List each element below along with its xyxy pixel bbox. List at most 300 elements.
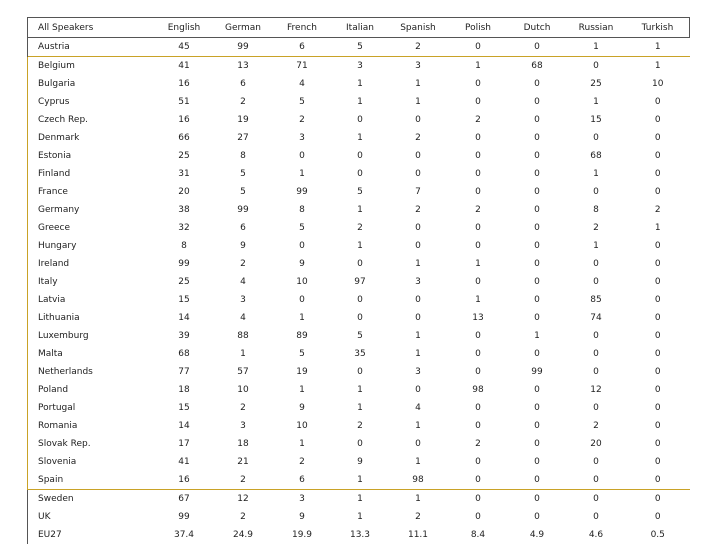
table-cell: 3 bbox=[272, 129, 332, 147]
table-cell: 77 bbox=[154, 363, 214, 381]
table-cell: 68 bbox=[154, 345, 214, 363]
table-cell: 98 bbox=[448, 381, 508, 399]
table-cell: 85 bbox=[566, 291, 626, 309]
row-label: Malta bbox=[28, 345, 155, 363]
language-speakers-table bbox=[27, 17, 690, 544]
table-row bbox=[28, 237, 690, 255]
table-row bbox=[28, 129, 690, 147]
table-cell: 3 bbox=[214, 291, 272, 309]
table-cell: 1 bbox=[448, 57, 508, 76]
table-cell: 0 bbox=[448, 183, 508, 201]
table-cell: 15 bbox=[566, 111, 626, 129]
table-cell: 41 bbox=[154, 453, 214, 471]
row-label: Finland bbox=[28, 165, 155, 183]
table-cell: 24.9 bbox=[214, 526, 272, 544]
table-cell: 0 bbox=[626, 183, 690, 201]
table-cell: 0 bbox=[332, 147, 388, 165]
table-cell: 67 bbox=[154, 490, 214, 509]
table-cell: 5 bbox=[272, 93, 332, 111]
table-cell: 0 bbox=[566, 183, 626, 201]
table-cell: 16 bbox=[154, 75, 214, 93]
table-cell: 10 bbox=[214, 381, 272, 399]
table-cell: 31 bbox=[154, 165, 214, 183]
language-table-container bbox=[27, 17, 678, 544]
table-cell: 1 bbox=[388, 453, 448, 471]
table-cell: 8 bbox=[214, 147, 272, 165]
row-label: Ireland bbox=[28, 255, 155, 273]
table-cell: 1 bbox=[388, 417, 448, 435]
row-label: Portugal bbox=[28, 399, 155, 417]
row-label: UK bbox=[28, 508, 155, 526]
table-cell: 99 bbox=[214, 38, 272, 57]
table-cell: 1 bbox=[332, 75, 388, 93]
table-cell: 2 bbox=[332, 219, 388, 237]
row-label: Romania bbox=[28, 417, 155, 435]
table-cell: 1 bbox=[272, 381, 332, 399]
table-cell: 0 bbox=[566, 57, 626, 76]
table-cell: 1 bbox=[388, 255, 448, 273]
table-cell: 1 bbox=[626, 57, 690, 76]
table-cell: 2 bbox=[388, 129, 448, 147]
table-cell: 0 bbox=[626, 363, 690, 381]
table-row bbox=[28, 471, 690, 490]
table-cell: 0 bbox=[508, 38, 566, 57]
row-label: Latvia bbox=[28, 291, 155, 309]
row-label: Italy bbox=[28, 273, 155, 291]
table-cell: 0 bbox=[626, 345, 690, 363]
table-cell: 2 bbox=[566, 417, 626, 435]
table-cell: 1 bbox=[388, 75, 448, 93]
table-cell: 17 bbox=[154, 435, 214, 453]
row-label: EU27 bbox=[28, 526, 155, 544]
table-cell: 4 bbox=[272, 75, 332, 93]
table-cell: 9 bbox=[272, 255, 332, 273]
table-cell: 1 bbox=[272, 309, 332, 327]
header-italian: Italian bbox=[332, 18, 388, 38]
table-cell: 2 bbox=[388, 508, 448, 526]
table-row bbox=[28, 327, 690, 345]
table-cell: 19.9 bbox=[272, 526, 332, 544]
table-cell: 0 bbox=[448, 273, 508, 291]
table-cell: 0 bbox=[508, 291, 566, 309]
table-row bbox=[28, 219, 690, 237]
table-cell: 2 bbox=[388, 201, 448, 219]
table-cell: 45 bbox=[154, 38, 214, 57]
table-cell: 19 bbox=[272, 363, 332, 381]
table-cell: 1 bbox=[332, 508, 388, 526]
table-cell: 0 bbox=[508, 345, 566, 363]
table-cell: 0 bbox=[508, 490, 566, 509]
table-cell: 51 bbox=[154, 93, 214, 111]
header-russian: Russian bbox=[566, 18, 626, 38]
table-cell: 32 bbox=[154, 219, 214, 237]
table-cell: 88 bbox=[214, 327, 272, 345]
table-cell: 0 bbox=[626, 273, 690, 291]
row-label: Greece bbox=[28, 219, 155, 237]
table-cell: 6 bbox=[214, 219, 272, 237]
table-cell: 0 bbox=[448, 471, 508, 490]
table-cell: 0 bbox=[388, 381, 448, 399]
table-cell: 0 bbox=[448, 453, 508, 471]
table-cell: 0 bbox=[508, 237, 566, 255]
table-cell: 5 bbox=[332, 327, 388, 345]
table-cell: 74 bbox=[566, 309, 626, 327]
table-row bbox=[28, 93, 690, 111]
table-cell: 4 bbox=[388, 399, 448, 417]
table-cell: 2 bbox=[214, 471, 272, 490]
table-cell: 99 bbox=[154, 255, 214, 273]
table-cell: 15 bbox=[154, 291, 214, 309]
table-cell: 27 bbox=[214, 129, 272, 147]
table-cell: 0 bbox=[626, 453, 690, 471]
table-cell: 0 bbox=[448, 93, 508, 111]
table-cell: 89 bbox=[272, 327, 332, 345]
table-cell: 0.5 bbox=[626, 526, 690, 544]
table-row bbox=[28, 490, 690, 509]
table-cell: 0 bbox=[508, 111, 566, 129]
table-cell: 14 bbox=[154, 417, 214, 435]
table-cell: 0 bbox=[448, 508, 508, 526]
table-cell: 0 bbox=[626, 147, 690, 165]
table-cell: 0 bbox=[388, 237, 448, 255]
table-cell: 0 bbox=[448, 417, 508, 435]
table-cell: 99 bbox=[272, 183, 332, 201]
table-cell: 0 bbox=[626, 381, 690, 399]
table-cell: 9 bbox=[214, 237, 272, 255]
table-cell: 1 bbox=[566, 93, 626, 111]
table-cell: 13 bbox=[448, 309, 508, 327]
table-cell: 1 bbox=[566, 165, 626, 183]
table-cell: 0 bbox=[448, 345, 508, 363]
table-cell: 0 bbox=[508, 399, 566, 417]
row-label: Hungary bbox=[28, 237, 155, 255]
table-cell: 0 bbox=[626, 490, 690, 509]
table-cell: 0 bbox=[332, 435, 388, 453]
table-row bbox=[28, 435, 690, 453]
table-row bbox=[28, 38, 690, 57]
row-label: Czech Rep. bbox=[28, 111, 155, 129]
table-cell: 0 bbox=[626, 255, 690, 273]
table-cell: 0 bbox=[566, 327, 626, 345]
table-row bbox=[28, 255, 690, 273]
table-row bbox=[28, 147, 690, 165]
table-cell: 0 bbox=[448, 219, 508, 237]
table-cell: 1 bbox=[332, 237, 388, 255]
table-cell: 0 bbox=[508, 93, 566, 111]
table-cell: 1 bbox=[626, 38, 690, 57]
table-cell: 2 bbox=[214, 508, 272, 526]
table-cell: 20 bbox=[154, 183, 214, 201]
table-cell: 68 bbox=[508, 57, 566, 76]
header-polish: Polish bbox=[448, 18, 508, 38]
table-cell: 2 bbox=[272, 453, 332, 471]
table-cell: 0 bbox=[566, 508, 626, 526]
table-cell: 18 bbox=[214, 435, 272, 453]
header-spanish: Spanish bbox=[388, 18, 448, 38]
table-row bbox=[28, 363, 690, 381]
table-body bbox=[28, 38, 690, 544]
table-cell: 0 bbox=[508, 453, 566, 471]
table-cell: 15 bbox=[154, 399, 214, 417]
table-cell: 0 bbox=[508, 183, 566, 201]
table-cell: 10 bbox=[272, 273, 332, 291]
table-cell: 38 bbox=[154, 201, 214, 219]
table-cell: 1 bbox=[272, 435, 332, 453]
table-cell: 0 bbox=[566, 453, 626, 471]
table-row bbox=[28, 345, 690, 363]
table-cell: 0 bbox=[508, 273, 566, 291]
table-row bbox=[28, 381, 690, 399]
table-cell: 57 bbox=[214, 363, 272, 381]
table-cell: 3 bbox=[388, 57, 448, 76]
table-cell: 0 bbox=[508, 435, 566, 453]
table-row bbox=[28, 201, 690, 219]
table-cell: 0 bbox=[332, 291, 388, 309]
table-row bbox=[28, 183, 690, 201]
table-cell: 0 bbox=[332, 363, 388, 381]
table-row bbox=[28, 508, 690, 526]
table-cell: 8 bbox=[566, 201, 626, 219]
table-cell: 68 bbox=[566, 147, 626, 165]
table-cell: 1 bbox=[388, 345, 448, 363]
table-cell: 97 bbox=[332, 273, 388, 291]
table-cell: 0 bbox=[626, 417, 690, 435]
table-cell: 3 bbox=[388, 273, 448, 291]
row-label: Lithuania bbox=[28, 309, 155, 327]
table-cell: 0 bbox=[626, 435, 690, 453]
table-cell: 0 bbox=[566, 399, 626, 417]
table-cell: 0 bbox=[388, 147, 448, 165]
table-row bbox=[28, 75, 690, 93]
table-cell: 0 bbox=[566, 345, 626, 363]
table-cell: 2 bbox=[214, 399, 272, 417]
row-label: Bulgaria bbox=[28, 75, 155, 93]
table-cell: 0 bbox=[508, 381, 566, 399]
table-row bbox=[28, 57, 690, 76]
row-label: Austria bbox=[28, 38, 155, 57]
table-cell: 1 bbox=[332, 381, 388, 399]
table-cell: 0 bbox=[626, 508, 690, 526]
table-cell: 0 bbox=[508, 147, 566, 165]
table-cell: 0 bbox=[566, 129, 626, 147]
table-cell: 1 bbox=[272, 165, 332, 183]
table-cell: 3 bbox=[332, 57, 388, 76]
table-cell: 2 bbox=[448, 111, 508, 129]
table-cell: 1 bbox=[448, 255, 508, 273]
table-cell: 37.4 bbox=[154, 526, 214, 544]
table-cell: 0 bbox=[626, 111, 690, 129]
table-cell: 4.6 bbox=[566, 526, 626, 544]
table-cell: 0 bbox=[448, 129, 508, 147]
table-cell: 0 bbox=[566, 255, 626, 273]
row-label: Sweden bbox=[28, 490, 155, 509]
table-cell: 1 bbox=[448, 291, 508, 309]
table-cell: 0 bbox=[332, 309, 388, 327]
header-row bbox=[28, 18, 690, 38]
table-cell: 0 bbox=[626, 471, 690, 490]
table-cell: 0 bbox=[448, 490, 508, 509]
table-cell: 4 bbox=[214, 309, 272, 327]
table-cell: 1 bbox=[332, 490, 388, 509]
table-cell: 10 bbox=[272, 417, 332, 435]
table-cell: 5 bbox=[214, 183, 272, 201]
table-cell: 0 bbox=[626, 93, 690, 111]
table-cell: 0 bbox=[626, 399, 690, 417]
row-label: Belgium bbox=[28, 57, 155, 76]
table-cell: 2 bbox=[566, 219, 626, 237]
table-cell: 0 bbox=[508, 471, 566, 490]
table-cell: 18 bbox=[154, 381, 214, 399]
table-cell: 0 bbox=[448, 75, 508, 93]
table-cell: 0 bbox=[448, 363, 508, 381]
table-cell: 3 bbox=[388, 363, 448, 381]
table-cell: 0 bbox=[388, 309, 448, 327]
header-german: German bbox=[214, 18, 272, 38]
table-cell: 25 bbox=[154, 147, 214, 165]
table-cell: 0 bbox=[508, 219, 566, 237]
table-cell: 4.9 bbox=[508, 526, 566, 544]
table-cell: 5 bbox=[332, 183, 388, 201]
table-cell: 0 bbox=[626, 291, 690, 309]
table-cell: 0 bbox=[566, 363, 626, 381]
table-cell: 39 bbox=[154, 327, 214, 345]
table-row bbox=[28, 417, 690, 435]
table-cell: 3 bbox=[214, 417, 272, 435]
table-cell: 0 bbox=[626, 237, 690, 255]
table-cell: 0 bbox=[448, 327, 508, 345]
table-row bbox=[28, 165, 690, 183]
table-cell: 2 bbox=[332, 417, 388, 435]
table-cell: 5 bbox=[332, 38, 388, 57]
row-label: Luxemburg bbox=[28, 327, 155, 345]
table-cell: 0 bbox=[508, 255, 566, 273]
table-row bbox=[28, 526, 690, 544]
table-cell: 1 bbox=[332, 399, 388, 417]
table-cell: 2 bbox=[626, 201, 690, 219]
table-cell: 1 bbox=[388, 93, 448, 111]
table-cell: 0 bbox=[508, 201, 566, 219]
table-cell: 8 bbox=[154, 237, 214, 255]
table-cell: 1 bbox=[332, 201, 388, 219]
table-cell: 3 bbox=[272, 490, 332, 509]
table-cell: 12 bbox=[214, 490, 272, 509]
table-cell: 0 bbox=[448, 399, 508, 417]
table-cell: 98 bbox=[388, 471, 448, 490]
table-cell: 9 bbox=[272, 399, 332, 417]
table-cell: 66 bbox=[154, 129, 214, 147]
row-label: Cyprus bbox=[28, 93, 155, 111]
row-label: Poland bbox=[28, 381, 155, 399]
table-cell: 0 bbox=[388, 111, 448, 129]
table-cell: 1 bbox=[332, 93, 388, 111]
table-cell: 6 bbox=[214, 75, 272, 93]
table-cell: 9 bbox=[272, 508, 332, 526]
table-cell: 99 bbox=[508, 363, 566, 381]
table-cell: 1 bbox=[388, 327, 448, 345]
table-cell: 0 bbox=[566, 490, 626, 509]
table-cell: 12 bbox=[566, 381, 626, 399]
table-cell: 0 bbox=[272, 291, 332, 309]
table-cell: 0 bbox=[332, 255, 388, 273]
table-cell: 1 bbox=[332, 129, 388, 147]
table-row bbox=[28, 453, 690, 471]
table-cell: 0 bbox=[388, 165, 448, 183]
header-turkish: Turkish bbox=[626, 18, 690, 38]
table-row bbox=[28, 399, 690, 417]
table-cell: 1 bbox=[214, 345, 272, 363]
table-cell: 2 bbox=[448, 435, 508, 453]
table-cell: 21 bbox=[214, 453, 272, 471]
table-cell: 7 bbox=[388, 183, 448, 201]
row-label: Slovak Rep. bbox=[28, 435, 155, 453]
table-cell: 0 bbox=[448, 38, 508, 57]
table-cell: 0 bbox=[626, 129, 690, 147]
row-label: Slovenia bbox=[28, 453, 155, 471]
table-cell: 0 bbox=[626, 165, 690, 183]
table-cell: 0 bbox=[272, 147, 332, 165]
table-cell: 16 bbox=[154, 471, 214, 490]
table-cell: 1 bbox=[626, 219, 690, 237]
table-cell: 25 bbox=[154, 273, 214, 291]
table-cell: 99 bbox=[154, 508, 214, 526]
table-cell: 99 bbox=[214, 201, 272, 219]
table-cell: 10 bbox=[626, 75, 690, 93]
table-row bbox=[28, 111, 690, 129]
table-cell: 0 bbox=[332, 111, 388, 129]
table-cell: 0 bbox=[508, 75, 566, 93]
table-row bbox=[28, 273, 690, 291]
table-cell: 8 bbox=[272, 201, 332, 219]
table-cell: 35 bbox=[332, 345, 388, 363]
table-cell: 2 bbox=[214, 255, 272, 273]
table-cell: 5 bbox=[272, 219, 332, 237]
table-cell: 0 bbox=[388, 219, 448, 237]
table-cell: 2 bbox=[214, 93, 272, 111]
table-cell: 6 bbox=[272, 471, 332, 490]
table-cell: 19 bbox=[214, 111, 272, 129]
table-cell: 2 bbox=[448, 201, 508, 219]
header-english: English bbox=[154, 18, 214, 38]
table-cell: 20 bbox=[566, 435, 626, 453]
table-cell: 0 bbox=[388, 435, 448, 453]
table-cell: 0 bbox=[508, 129, 566, 147]
table-cell: 5 bbox=[272, 345, 332, 363]
header-all-speakers: All Speakers bbox=[28, 18, 155, 38]
table-cell: 13 bbox=[214, 57, 272, 76]
row-label: Netherlands bbox=[28, 363, 155, 381]
table-cell: 41 bbox=[154, 57, 214, 76]
table-cell: 0 bbox=[566, 471, 626, 490]
table-cell: 11.1 bbox=[388, 526, 448, 544]
table-cell: 0 bbox=[448, 165, 508, 183]
header-dutch: Dutch bbox=[508, 18, 566, 38]
table-cell: 0 bbox=[566, 273, 626, 291]
row-label: Spain bbox=[28, 471, 155, 490]
table-cell: 0 bbox=[508, 309, 566, 327]
table-cell: 0 bbox=[272, 237, 332, 255]
table-cell: 0 bbox=[448, 237, 508, 255]
row-label: Denmark bbox=[28, 129, 155, 147]
header-french: French bbox=[272, 18, 332, 38]
table-cell: 14 bbox=[154, 309, 214, 327]
row-label: Germany bbox=[28, 201, 155, 219]
table-cell: 71 bbox=[272, 57, 332, 76]
table-cell: 0 bbox=[626, 327, 690, 345]
table-row bbox=[28, 309, 690, 327]
table-cell: 0 bbox=[508, 417, 566, 435]
table-cell: 1 bbox=[566, 38, 626, 57]
table-cell: 1 bbox=[388, 490, 448, 509]
